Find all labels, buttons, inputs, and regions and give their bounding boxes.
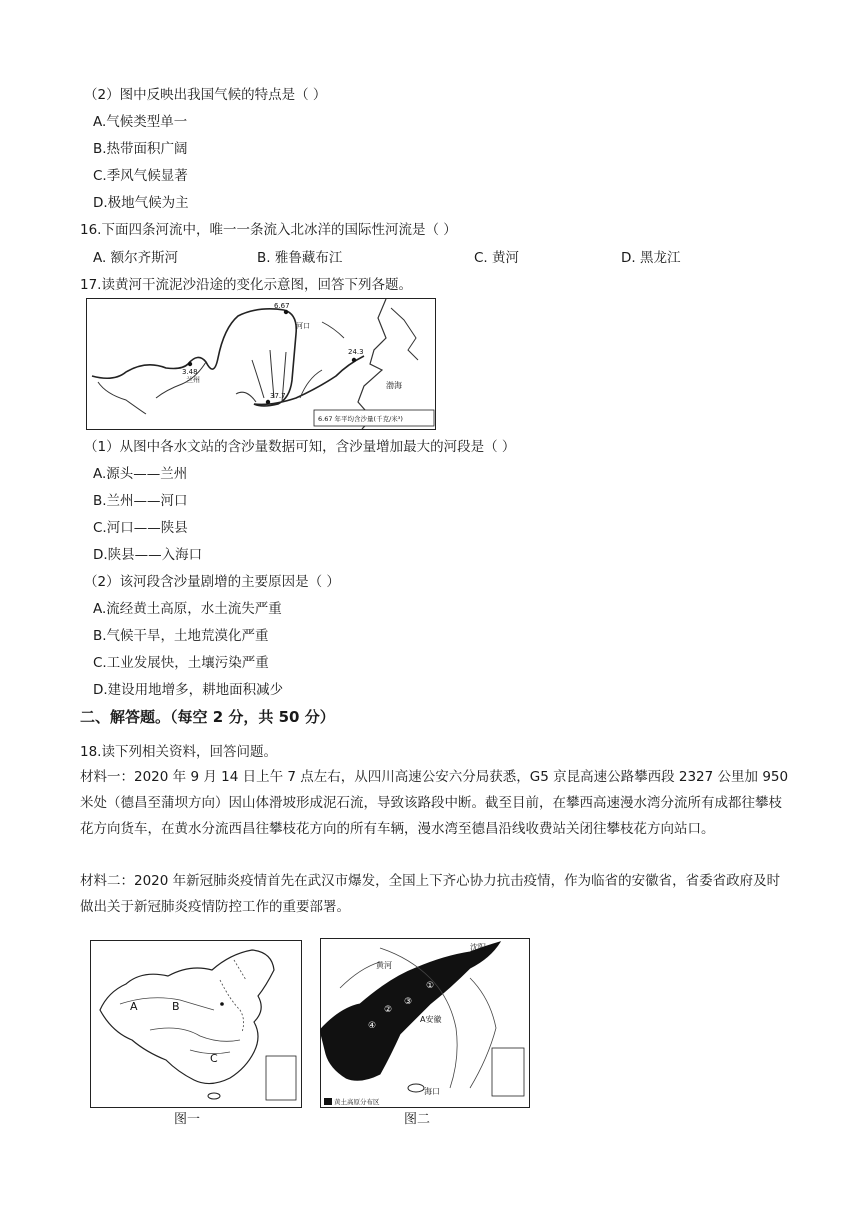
fig2-label-haikou: 海口 bbox=[424, 1087, 440, 1096]
yellow-river-sediment-map bbox=[86, 298, 436, 430]
q17-1-option-a: A.源头——兰州 bbox=[93, 466, 188, 482]
fig1-label-a: A bbox=[130, 1000, 138, 1013]
fig2-label-4: ④ bbox=[368, 1021, 377, 1031]
label-hekou: 河口 bbox=[296, 322, 310, 330]
q18-material-2: 材料二：2020 年新冠肺炎疫情首先在武汉市爆发，全国上下齐心协力抗击疫情，作为临省的安徽省，省委省政府及时做出关于新冠肺炎疫情防控工作的重要部署。 bbox=[80, 873, 781, 915]
q18-stem: 18.读下列相关资料，回答问题。 bbox=[80, 744, 277, 760]
fig2-label-1: ① bbox=[426, 981, 435, 991]
figure-1-caption: 图一 bbox=[174, 1112, 201, 1127]
fig1-label-b: B bbox=[172, 1000, 180, 1013]
q17-1-option-d: D.陕县——入海口 bbox=[93, 547, 203, 563]
q15-2-option-d: D.极地气候为主 bbox=[93, 195, 189, 211]
q17-2-option-d: D.建设用地增多，耕地面积减少 bbox=[93, 682, 284, 698]
fig2-label-2: ② bbox=[384, 1005, 393, 1015]
q17-2-option-b: B.气候干旱，土地荒漠化严重 bbox=[93, 628, 269, 644]
fig2-label-3: ③ bbox=[404, 997, 413, 1007]
q16-option-c: C. 黄河 bbox=[474, 250, 520, 266]
section-2-title: 二、解答题。（每空 2 分，共 50 分） bbox=[80, 708, 335, 726]
fig2-label-shenyang: 沈阳 bbox=[470, 943, 486, 952]
station-value-1: 6.67 bbox=[274, 302, 290, 310]
q15-2-option-b: B.热带面积广阔 bbox=[93, 141, 188, 157]
figure-1-china-map bbox=[90, 940, 302, 1108]
figure-2-loess-map bbox=[320, 938, 530, 1108]
q15-2-stem: （2）图中反映出我国气候的特点是（ ） bbox=[84, 87, 327, 103]
figure-2-caption: 图二 bbox=[404, 1112, 431, 1127]
q17-1-option-c: C.河口——陕县 bbox=[93, 520, 188, 536]
q15-2-option-a: A.气候类型单一 bbox=[93, 114, 188, 130]
fig1-label-c: C bbox=[210, 1052, 218, 1065]
q15-2-option-c: C.季风气候显著 bbox=[93, 168, 188, 184]
station-value-4: 37.7 bbox=[270, 392, 286, 400]
q16-option-a: A. 额尔齐斯河 bbox=[93, 250, 179, 266]
station-value-3: 24.3 bbox=[348, 348, 364, 356]
fig2-label-anhui: A安徽 bbox=[420, 1015, 442, 1024]
label-sea: 渤海 bbox=[386, 381, 402, 390]
map-legend: 6.67 年平均含沙量(千克/米³) bbox=[318, 415, 403, 423]
q17-2-option-c: C.工业发展快，土壤污染严重 bbox=[93, 655, 269, 671]
fig2-label-huanghe: 黄河 bbox=[376, 961, 392, 970]
q17-1-stem: （1）从图中各水文站的含沙量数据可知，含沙量增加最大的河段是（ ） bbox=[84, 439, 516, 455]
q16-option-d: D. 黑龙江 bbox=[621, 250, 681, 266]
station-value-2: 3.48 bbox=[182, 368, 198, 376]
q17-2-stem: （2）该河段含沙量剧增的主要原因是（ ） bbox=[84, 574, 340, 590]
fig2-legend: 黄土高原分布区 bbox=[334, 1098, 380, 1106]
label-lanzhou: 兰州 bbox=[186, 376, 200, 384]
q17-1-option-b: B.兰州——河口 bbox=[93, 493, 188, 509]
q17-stem: 17.读黄河干流泥沙沿途的变化示意图，回答下列各题。 bbox=[80, 277, 412, 293]
q16-option-b: B. 雅鲁藏布江 bbox=[257, 250, 343, 266]
q16-stem: 16.下面四条河流中，唯一一条流入北冰洋的国际性河流是（ ） bbox=[80, 222, 457, 238]
q18-material-1: 材料一：2020 年 9 月 14 日上午 7 点左右，从四川高速公安六分局获悉，G5 京昆高速公路攀西段 2327 公里加 950 米处（德昌至蒲坝方向）因山体滑坡形成泥石流，导致该路段中断。截至目前，在攀西高速漫水湾分流所有成都往攀枝花方向货车，在黄水分流西昌往攀枝花方向的所有车辆，漫水湾至德昌沿线收费站关闭往攀枝花方向站口。 bbox=[80, 769, 789, 837]
q17-2-option-a: A.流经黄土高原，水土流失严重 bbox=[93, 601, 282, 617]
